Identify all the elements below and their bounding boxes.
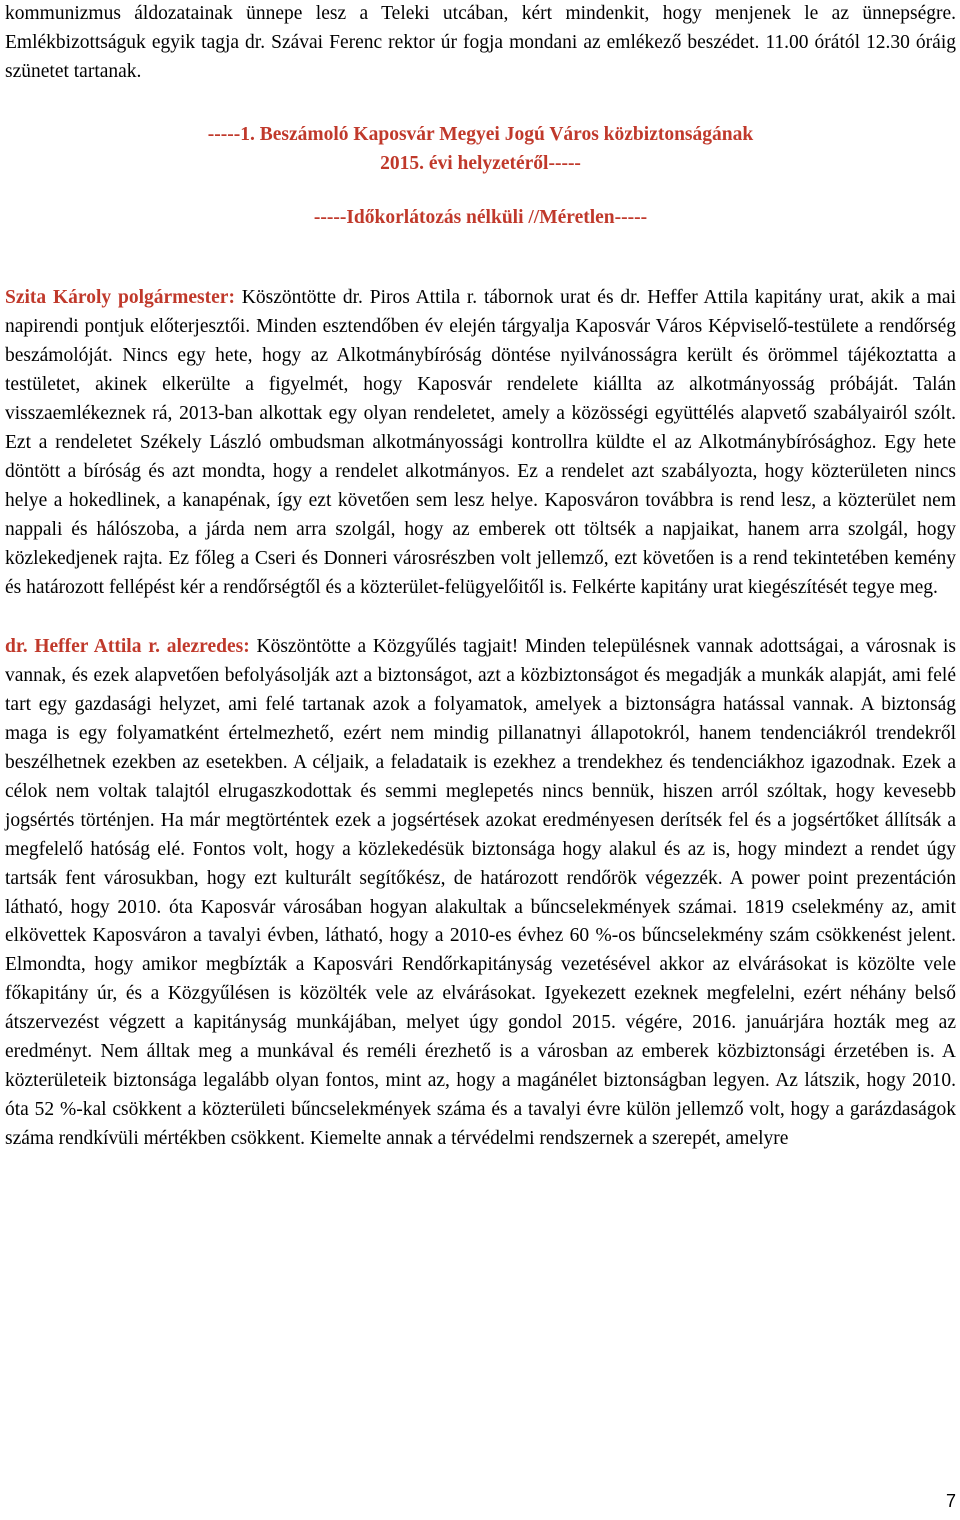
speaker-name: dr. Heffer Attila r. alezredes: — [5, 636, 250, 658]
speech-text: Köszöntötte a Közgyűlés tagjait! Minden településnek vannak adottságai, a városnak is vannak, és ezek alapvetően befolyásolják azt a biztonságot, azt a közbiztonságot és megadják a munkák alapját, ami felé tart egy gazdasági helyzet, ami felé tartanak azok a folyamatok, amelyek a biztonságra hatással vannak. A biztonság maga is egy folyamatként értelmezhető, ezért nem mindig pillanatnyi állapotokról, hanem tendenciákról trendekről beszélhetnek ezekben az esetekben. A céljaik, a feladataik is ezekhez a trendekhez és tendenciákhoz igazodnak. Ezek a célok nem voltak talajtól elrugaszkodottak és semmi meglepetés nincs bennük, hiszen arról szóltak, hogy kevesebb jogsértés történjen. Ha már megtörténtek ezek a jogsértések azokat eredményesen derítsék fel és a jogsértőket állítsák a megfelelő hatóság elé. Fontos volt, hogy a közlekedésük biztonsága hogy alakul és az is, hogy mindezt a rendet úgy tartsák fent városukban, hogy ezt kulturált segítőkész, de határozott rendőrök végezzék. A power point prezentáción látható, hogy 2010. óta Kaposvár városában hogyan alakultak a bűncselekmények számai. 1819 cselekmény az, amit elkövettek Kaposváron a tavalyi évben, látható, hogy a 2010-es évhez 60 %-os bűncselekmény szám csökkenést jelent. Elmondta, hogy amikor megbízták a Kaposvári Rendőrkapitányság vezetésével akkor az elvárásokat is közölte vele főkapitány úr, és a Közgyűlésen is közölték vele az elvárásokat. Igyekezett ezeknek megfelelni, ezért néhány belső átszervezést végzett a kapitányság munkájában, melyet úgy gondol 2015. végére, 2016. januárjára hozták meg az eredményt. Nem álltak meg a munkával és reméli érezhető is a városban az emberek közbiztonsági érzetében is. A közterületeik biztonsága legalább olyan fontos, mint az, hogy a magánélet biztonságban legyen. Az látszik, hogy 2010. óta 52 %-kal csökkent a közterületi bűncselekmények száma és a tavalyi évre külön jellemző volt, hogy a garázdaságok száma rendkívüli mértékben csökkent. Kiemelte annak a térvédelmi rendszernek a szerepét, amelyre — [5, 636, 956, 1149]
speech-text: Köszöntötte dr. Piros Attila r. tábornok urat és dr. Heffer Attila kapitány urat, akik a mai napirendi pontjuk előterjesztői. Minden esztendőben év elején tárgyalja Kaposvár Város Képviselő-testülete a rendőrség beszámolóját. Nincs egy hete, hogy az Alkotmánybíróság döntése nyilvánosságra került és örömmel tájékoztatta a testületet, akinek elkerülte a figyelmét, hogy Kaposvár rendelete kiállta az alkotmányosság próbáját. Talán visszaemlékeznek rá, 2013-ban alkottak egy olyan rendeletet, amely a közösségi együttélés alapvető szabályairól szólt. Ezt a rendeletet Székely László ombudsman alkotmányossági kontrollra küldte el az Alkotmánybírósághoz. Egy hete döntött a bíróság és azt mondta, hogy a rendelet alkotmányos. Ez a rendelet azt szabályozta, hogy közterületen nincs helye a hokedlinek, a kanapénak, így ezt követően sem lesz helye. Kaposváron továbbra is rend lesz, a közterület nem nappali és hálószoba, a járda nem arra szolgál, hogy az emberek ott töltsék a napjaikat, hanem arra szolgál, hogy közlekedjenek rajta. Ez főleg a Cseri és Donneri városrészben volt jellemző, ezt követően is a rend tekintetében kemény és határozott fellépést kér a rendőrségtől és a közterület-felügyelőitől is. Felkérte kapitány urat kiegészítését tegye meg. — [5, 287, 956, 598]
page-number: 7 — [945, 1491, 956, 1511]
agenda-heading-line-1: -----1. Beszámoló Kaposvár Megyei Jogú Város közbiztonságának — [207, 123, 754, 145]
time-limit-note: -----Időkorlátozás nélküli //Méretlen----- — [313, 206, 648, 228]
agenda-heading — [5, 121, 956, 179]
speech-paragraph-mayor — [5, 284, 956, 602]
speech-paragraph-police-captain — [5, 633, 956, 1153]
agenda-heading-line-2: 2015. évi helyzetéről----- — [380, 152, 581, 174]
document-page — [5, 0, 956, 1154]
speaker-name: Szita Károly polgármester: — [5, 287, 235, 309]
intro-paragraph: kommunizmus áldozatainak ünnepe lesz a Teleki utcában, kért mindenkit, hogy menjenek le az ünnepségre. Emlékbizottságuk egyik tagja dr. Szávai Ferenc rektor úr fogja mondani az emlékező beszédet. 11.00 órától 12.30 óráig szünetet tartanak. — [5, 3, 956, 82]
